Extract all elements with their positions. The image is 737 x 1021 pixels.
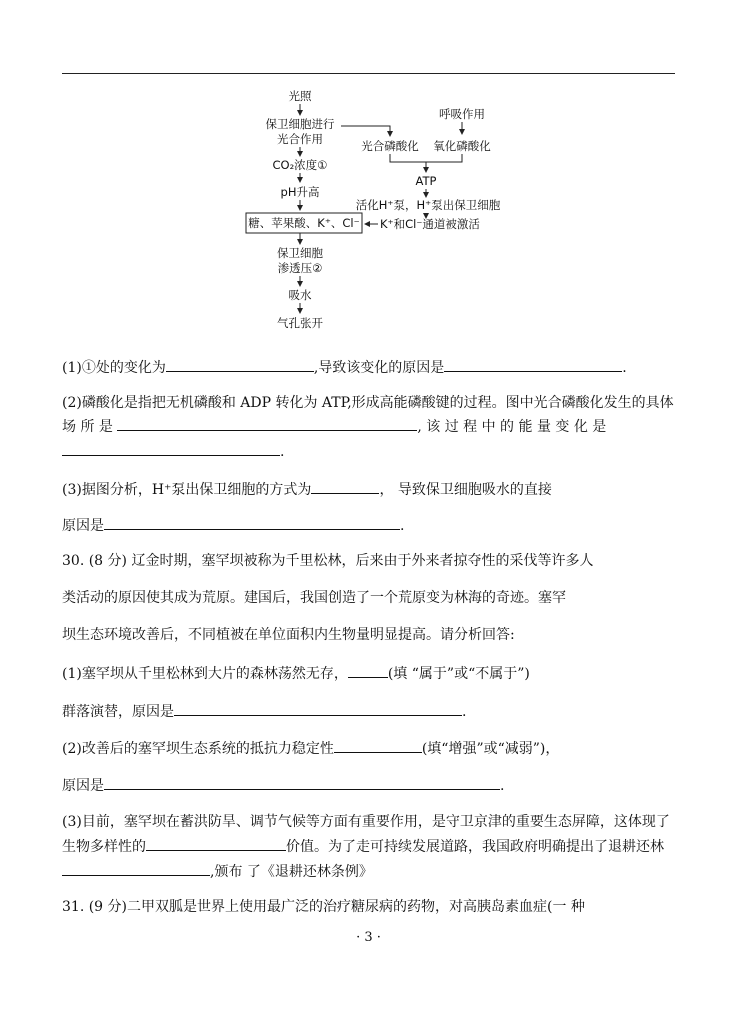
node-light: 光照 [288,89,312,103]
answer-blank[interactable] [334,737,422,753]
question-31-stem [62,897,585,917]
answer-blank[interactable] [444,356,622,372]
q1-text-a: (1)①处的变化为 [62,360,166,376]
question-30-stem-line1 [62,551,593,571]
q30-2-text-d: . [500,778,505,794]
q30-3-text-a: (3)目前，塞罕坝在蓄洪防旱、调节气候等方面有重要作用，是守卫京津的重要生态屏障，这体现了 [62,814,670,830]
question-30-stem-line3 [62,625,515,645]
q2-text-a: (2)磷酸化是指把无机磷酸和 ADP 转化为 ATP,形成高能磷酸键的过程。图中光合磷酸化发生的具体 [62,395,674,411]
q30-1-text-c: 群落演替，原因是 [62,704,174,720]
q1-text-c: . [622,360,627,376]
node-atp: ATP [415,174,437,188]
q2-text-d: . [280,444,285,460]
question-2-line2 [62,415,606,437]
q30-stem-a: 30. (8 分) 辽金时期，塞罕坝被称为千里松林，后来由于外来者掠夺性的采伐等许多人 [62,553,594,569]
question-30-1-line1 [62,662,530,684]
answer-blank[interactable] [174,700,462,716]
q30-1-text-a: (1)塞罕坝从千里松林到大片的森林荡然无存， [62,666,348,682]
q30-2-text-a: (2)改善后的塞罕坝生态系统的抵抗力稳定性 [62,741,334,757]
answer-blank[interactable] [311,478,379,494]
answer-blank[interactable] [117,415,417,431]
question-3-line1 [62,478,552,500]
q3-text-c: 原因是 [62,518,104,534]
q30-2-text-b: (填“增强”或“减弱”)， [421,741,560,757]
header-rule [62,73,675,74]
q30-stem-b: 类活动的原因使其成为荒原。建国后，我国创造了一个荒原变为林海的奇迹。塞罕 [62,590,566,606]
question-30-2-line1 [62,737,559,759]
node-photophosphorylation: 光合磷酸化 [361,139,419,153]
answer-blank[interactable] [104,514,400,530]
q3-text-a: (3)据图分析，H⁺泵出保卫细胞的方式为 [62,482,312,498]
q2-text-b: 场 所 是 [62,419,113,435]
node-channels: K⁺和Cl⁻通道被激活 [380,217,480,231]
question-30-1-line2 [62,700,466,722]
node-co2: CO₂浓度① [272,158,328,172]
question-3-line2 [62,514,404,536]
q30-stem-c: 坝生态环境改善后，不同植被在单位面积内生物量明显提高。请分析回答: [62,627,515,643]
question-2-line3 [62,440,284,462]
node-oxidative-phosphorylation: 氧化磷酸化 [433,139,491,153]
stomata-opening-diagram [240,86,510,336]
question-30-3-line1 [62,812,670,832]
q30-3-text-c: 价值。为了走可持续发展道路，我国政府明确提出了退耕还林 [286,839,664,855]
question-30-3-line2 [62,835,664,857]
q30-3-text-d: ,颁布 了《退耕还林条例》 [210,864,373,880]
question-2-line1 [62,393,674,413]
node-photosynthesis-line2: 光合作用 [277,132,323,146]
q2-text-c: , 该 过 程 中 的 能 量 变 化 是 [417,419,607,435]
answer-blank[interactable] [348,662,388,678]
node-water: 吸水 [288,288,312,302]
answer-blank[interactable] [62,860,210,876]
q1-text-b: ,导致该变化的原因是 [313,360,445,376]
q3-text-b: ， 导致保卫细胞吸水的直接 [379,482,552,498]
question-1 [62,356,627,378]
node-solutes: 糖、苹果酸、K⁺、Cl⁻ [248,216,360,230]
node-ph: pH升高 [280,185,320,199]
question-30-3-line3 [62,860,373,882]
node-photosynthesis-line1: 保卫细胞进行 [265,117,335,131]
node-osmotic-line1: 保卫细胞 [277,246,323,260]
answer-blank[interactable] [166,356,314,372]
question-30-2-line2 [62,774,504,796]
q30-1-text-b: (填 “属于”或“不属于”) [387,666,530,682]
question-30-stem-line2 [62,588,566,608]
node-respiration: 呼吸作用 [439,107,485,121]
q30-3-text-b: 生物多样性的 [62,839,146,855]
q30-2-text-c: 原因是 [62,778,104,794]
answer-blank[interactable] [62,440,280,456]
q3-text-d: . [400,518,405,534]
page-number: · 3 · [356,930,381,945]
node-h-pump: 活化H⁺泵，H⁺泵出保卫细胞 [355,198,501,212]
q30-1-text-d: . [462,704,467,720]
node-stomata-open: 气孔张开 [277,316,323,330]
q31-stem-text: 31. (9 分)二甲双胍是世界上使用最广泛的治疗糖尿病的药物，对高胰岛素血症(一 种 [62,899,585,915]
answer-blank[interactable] [146,835,286,851]
node-osmotic-line2: 渗透压② [277,261,323,275]
answer-blank[interactable] [104,774,500,790]
